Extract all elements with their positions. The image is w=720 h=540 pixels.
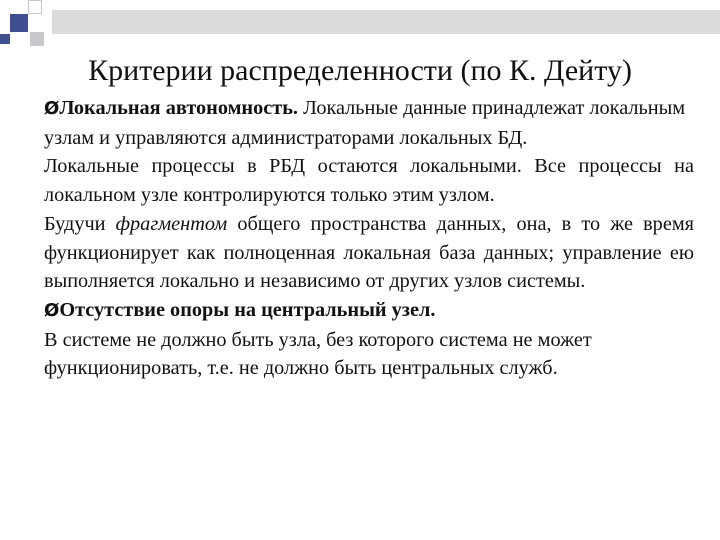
paragraph-fragment bbox=[44, 210, 694, 296]
text-fragment-a: Будучи bbox=[44, 212, 116, 235]
decor-square-blue bbox=[10, 14, 28, 32]
text-local-autonomy: Локальные данные принадлежат локальным узлам и управляются администраторами локальных БД. bbox=[44, 97, 686, 149]
slide-content bbox=[44, 94, 694, 383]
paragraph-central-services: В системе не должно быть узла, без которого система не может функционировать, т.е. не должно быть центральных служб. bbox=[44, 328, 592, 380]
heading-local-autonomy: Локальная автономность. bbox=[59, 97, 298, 119]
header-bar bbox=[52, 10, 720, 34]
decor-square-white bbox=[28, 0, 42, 14]
bullet-arrow-icon: Ø bbox=[44, 299, 60, 321]
heading-no-central-node: Отсутствие опоры на центральный узел. bbox=[59, 298, 436, 321]
slide-title: Критерии распределенности (по К. Дейту) bbox=[88, 54, 632, 87]
paragraph-no-central-node bbox=[44, 296, 694, 326]
paragraph-local-autonomy bbox=[44, 94, 694, 152]
paragraph-local-processes: Локальные процессы в РБД остаются локальными. Все процессы на локальном узле контролируются только этим узлом. bbox=[44, 155, 694, 207]
bullet-arrow-icon: Ø bbox=[44, 98, 60, 119]
text-fragment-italic: фрагментом bbox=[115, 212, 228, 235]
decor-square-blue-small bbox=[0, 34, 10, 44]
text-fragment-b: общего пространства данных, она, в то же время функционирует как полноценная локальная база данных; управление ею выполняется локально и независимо от других узлов системы. bbox=[44, 212, 694, 293]
decor-square-grey bbox=[30, 32, 44, 46]
